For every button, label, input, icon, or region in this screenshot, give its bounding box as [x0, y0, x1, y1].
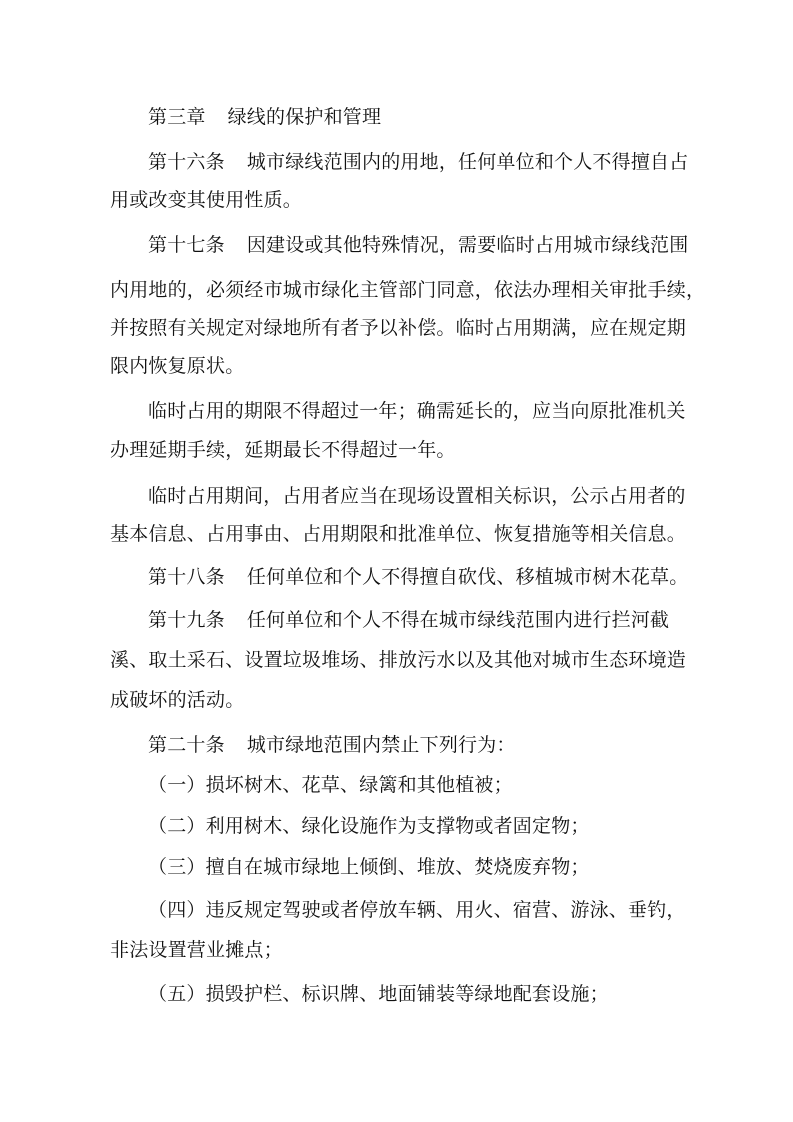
line-text: 用或改变其使用性质。: [110, 189, 303, 211]
text-line: [110, 649, 690, 671]
line-text: 成破坏的活动。: [110, 689, 245, 711]
list-item: [148, 856, 728, 878]
article-19-line-1: [148, 609, 728, 631]
article-text: 任何单位和个人不得在城市绿线范围内进行拦河截: [246, 609, 670, 631]
article-label: 第十六条: [148, 151, 225, 173]
list-item: [148, 899, 728, 921]
chapter-title: 绿线的保护和管理: [227, 106, 382, 128]
text-line: [110, 439, 690, 461]
line-text: 限内恢复原状。: [110, 355, 245, 377]
line-text: 基本信息、占用事由、占用期限和批准单位、恢复措施等相关信息。: [110, 523, 687, 545]
list-item: [148, 815, 728, 837]
line-text: 内用地的，必须经市城市绿化主管部门同意，依法办理相关审批手续，: [110, 279, 706, 301]
paragraph-line: [148, 485, 728, 507]
article-text: 城市绿线范围内的用地，任何单位和个人不得擅自占: [246, 151, 689, 173]
line-text: 临时占用的期限不得超过一年；确需延长的，应当向原批准机关: [148, 400, 686, 422]
line-text: 临时占用期间，占用者应当在现场设置相关标识，公示占用者的: [148, 485, 686, 507]
article-label: 第十七条: [148, 234, 225, 256]
line-text: 非法设置营业摊点；: [110, 939, 283, 961]
line-text: 办理延期手续，延期最长不得超过一年。: [110, 439, 456, 461]
text-line: [110, 317, 690, 339]
line-text: （三）擅自在城市绿地上倾倒、堆放、焚烧废弃物；: [148, 856, 590, 878]
article-label: 第二十条: [148, 734, 225, 756]
text-line: [110, 689, 690, 711]
text-line: [110, 189, 690, 211]
article-label: 第十八条: [148, 566, 225, 588]
line-text: （四）违反规定驾驶或者停放车辆、用火、宿营、游泳、垂钓，: [148, 899, 686, 921]
text-line: [110, 355, 690, 377]
article-text: 任何单位和个人不得擅自砍伐、移植城市树木花草。: [246, 566, 689, 588]
paragraph-line: [148, 400, 728, 422]
list-item: [148, 774, 728, 796]
chapter-heading: [148, 106, 728, 128]
article-text: 因建设或其他特殊情况，需要临时占用城市绿线范围: [246, 234, 689, 256]
text-line: [110, 523, 690, 545]
line-text: （二）利用树木、绿化设施作为支撑物或者固定物；: [148, 815, 590, 837]
line-text: 并按照有关规定对绿地所有者予以补偿。临时占用期满，应在规定期: [110, 317, 687, 339]
line-text: （五）损毁护栏、标识牌、地面铺装等绿地配套设施；: [148, 983, 609, 1005]
article-label: 第十九条: [148, 609, 225, 631]
article-20-line: [148, 734, 728, 756]
text-line: [110, 939, 690, 961]
article-18-line: [148, 566, 728, 588]
line-text: （一）损坏树木、花草、绿篱和其他植被；: [148, 774, 513, 796]
article-17-line-1: [148, 234, 728, 256]
list-item: [148, 983, 728, 1005]
chapter-label: 第三章: [148, 106, 206, 128]
line-text: 溪、取土采石、设置垃圾堆场、排放污水以及其他对城市生态环境造: [110, 649, 687, 671]
text-line: [110, 279, 706, 301]
article-text: 城市绿地范围内禁止下列行为：: [246, 734, 516, 756]
article-16-line-1: [148, 151, 728, 173]
